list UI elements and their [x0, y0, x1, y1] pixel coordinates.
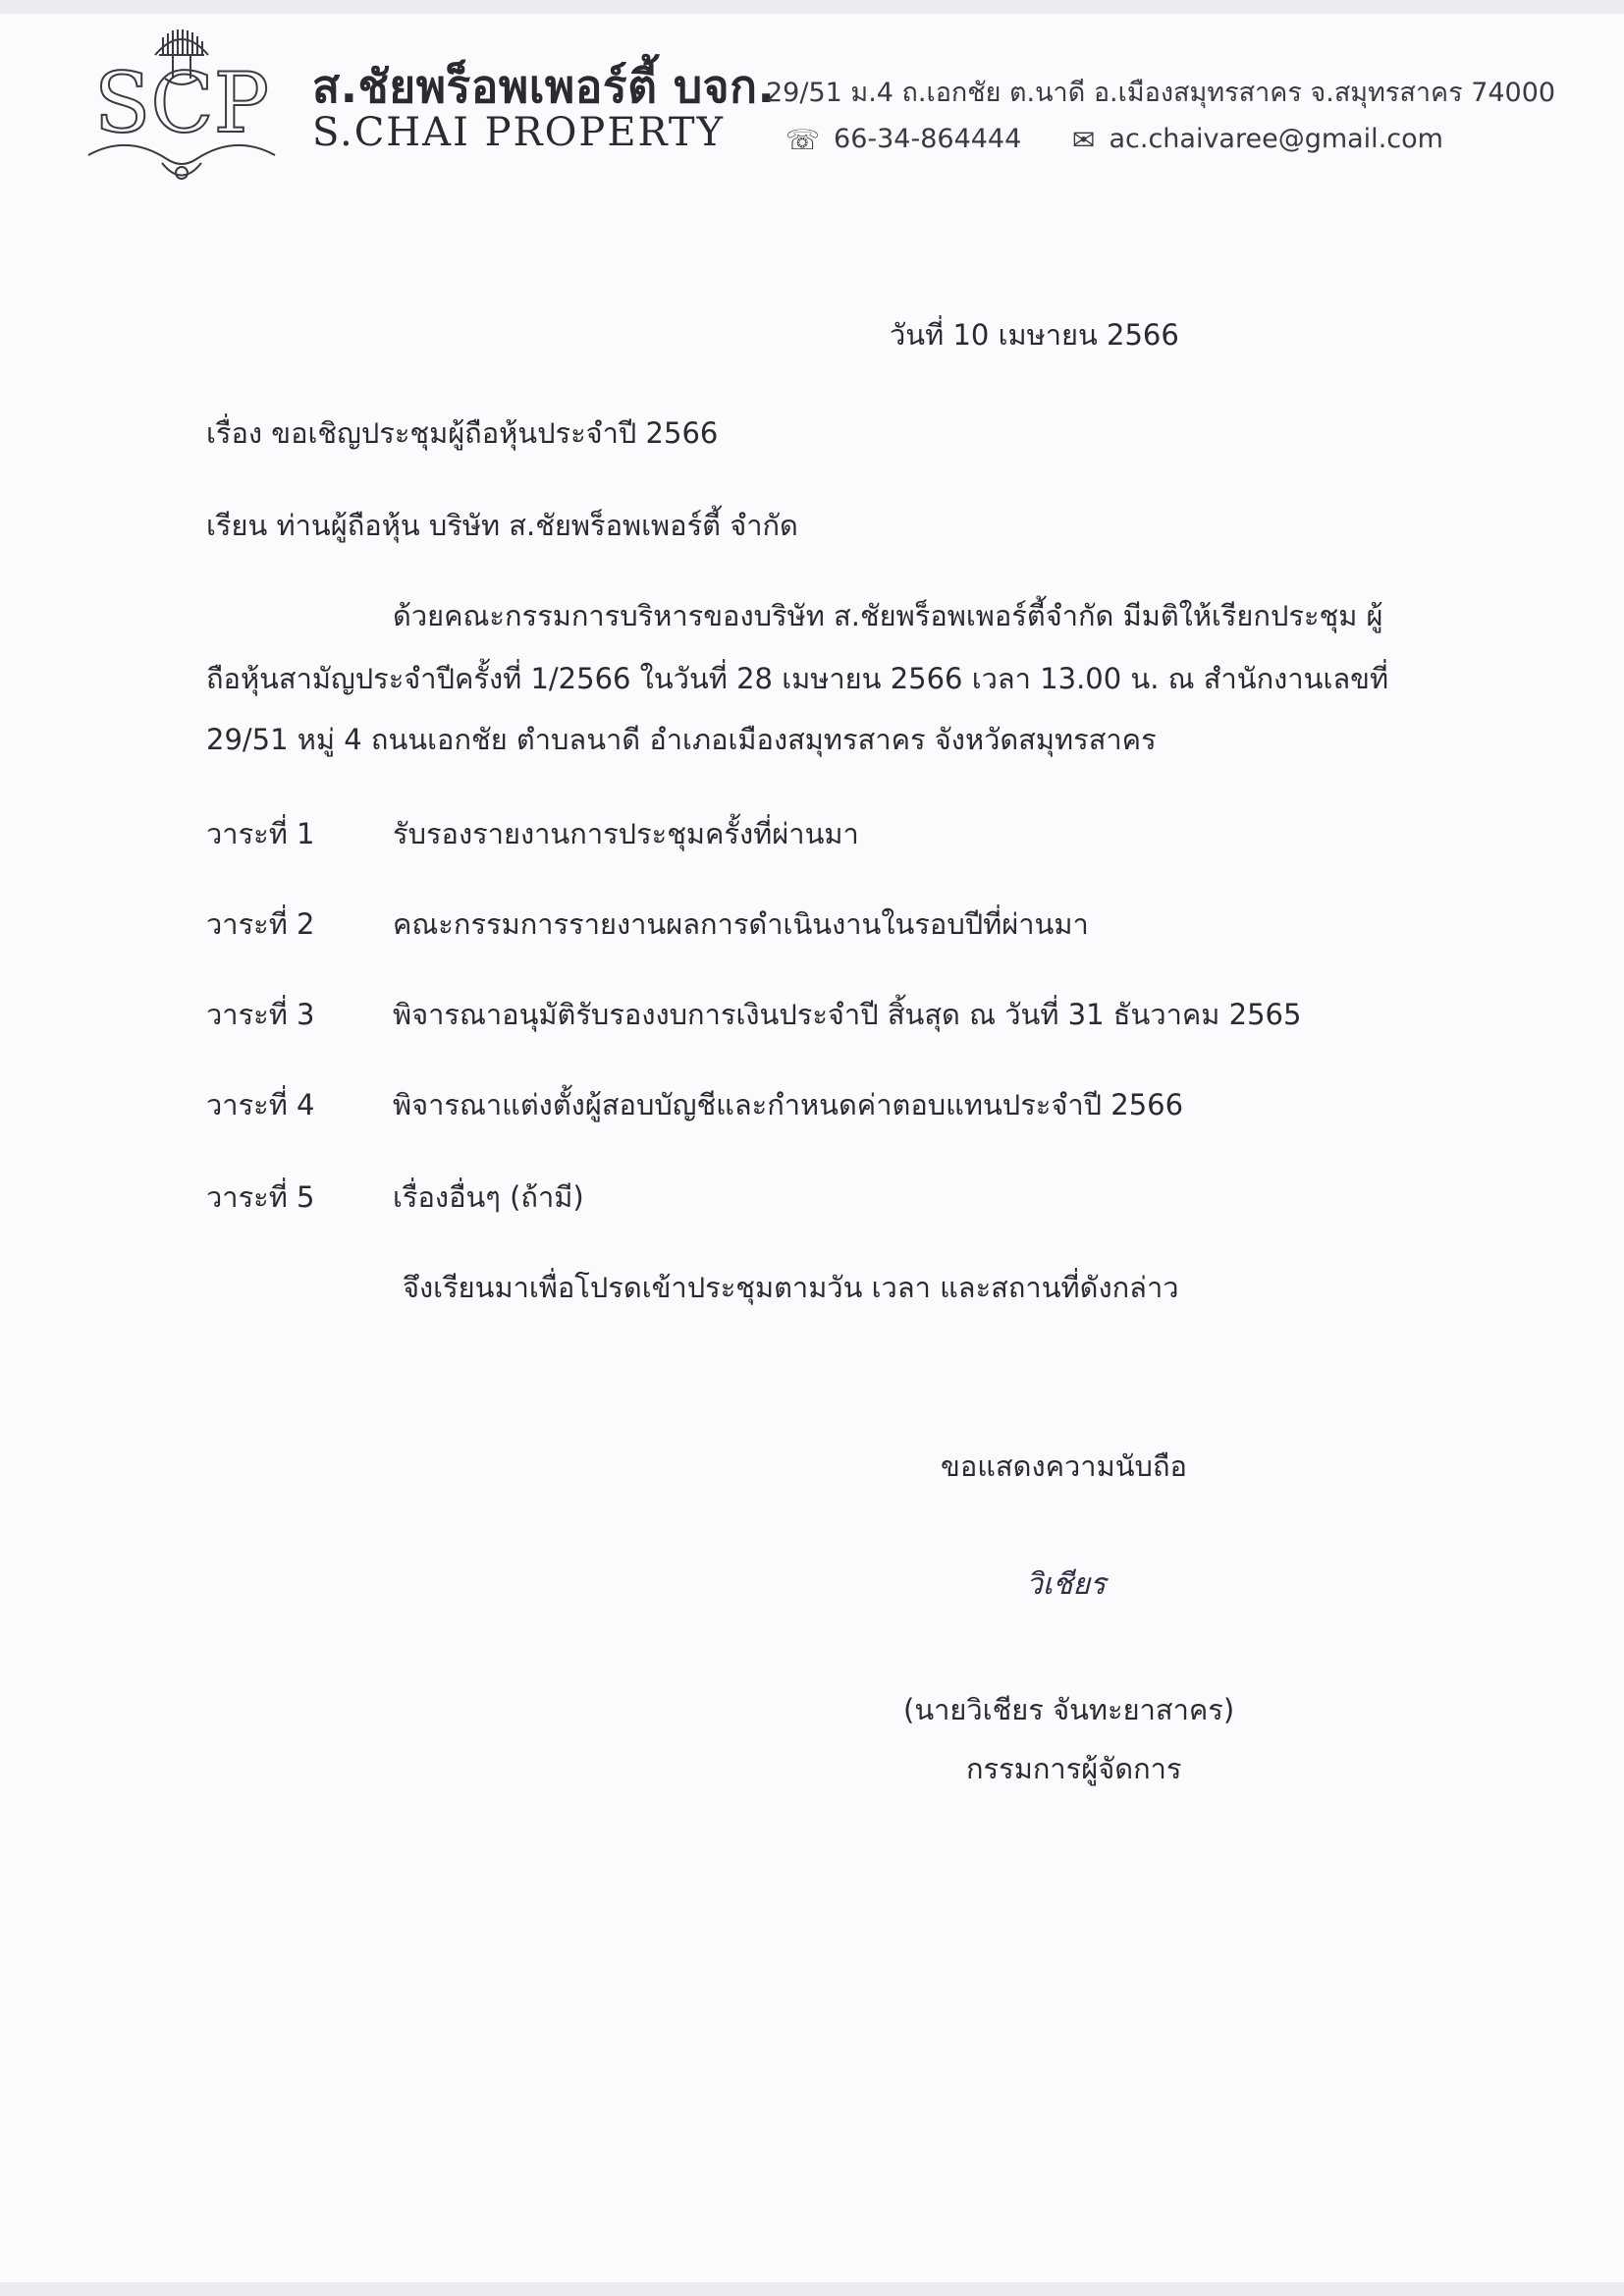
company-name-th: ส.ชัยพร็อพเพอร์ตี้ บจก. [312, 60, 776, 113]
agenda-text: เรื่องอื่นๆ (ถ้ามี) [393, 1180, 584, 1214]
agenda-item [206, 1082, 1183, 1127]
company-name-en: S.CHAI PROPERTY [312, 110, 726, 155]
signer-name: (นายวิเชียร จันทะยาสาคร) [903, 1693, 1235, 1726]
agenda-text: รับรองรายงานการประชุมครั้งที่ผ่านมา [393, 817, 859, 850]
contact-email [1072, 124, 1443, 156]
paragraph-line: ถือหุ้นสามัญประจำปีครั้งที่ 1/2566 ในวันที่ 28 เมษายน 2566 เวลา 13.00 น. ณ สำนักงานเลขที่ [206, 662, 1389, 695]
phone-icon: ☏ [785, 124, 821, 156]
agenda-label: วาระที่ 4 [206, 1088, 315, 1121]
phone-number: 66-34-864444 [834, 124, 1022, 154]
letter-salutation: เรียน ท่านผู้ถือหุ้น บริษัท ส.ชัยพร็อพเพอร์ตี้ จำกัด [206, 509, 798, 542]
agenda-item [206, 1175, 584, 1220]
company-address: 29/51 ม.4 ถ.เอกชัย ต.นาดี อ.เมืองสมุทรสาคร จ.สมุทรสาคร 74000 [766, 78, 1556, 108]
agenda-text: พิจารณาอนุมัติรับรองงบการเงินประจำปี สิ้นสุด ณ วันที่ 31 ธันวาคม 2565 [393, 998, 1302, 1031]
scp-logo [69, 16, 295, 192]
email-address: ac.chaivaree@gmail.com [1109, 124, 1443, 154]
paragraph-line: 29/51 หมู่ 4 ถนนเอกชัย ตำบลนาดี อำเภอเมืองสมุทรสาคร จังหวัดสมุทรสาคร [206, 723, 1157, 756]
agenda-label: วาระที่ 3 [206, 998, 315, 1031]
agenda-text: คณะกรรมการรายงานผลการดำเนินงานในรอบปีที่ผ่านมา [393, 907, 1089, 941]
signer-title: กรรมการผู้จัดการ [966, 1752, 1182, 1785]
agenda-text: พิจารณาแต่งตั้งผู้สอบบัญชีและกำหนดค่าตอบแทนประจำปี 2566 [393, 1088, 1184, 1121]
agenda-item [206, 811, 859, 856]
agenda-label: วาระที่ 5 [206, 1180, 315, 1214]
scan-edge-top [0, 0, 1624, 14]
contact-phone [785, 124, 1021, 156]
letter-closing: จึงเรียนมาเพื่อโปรดเข้าประชุมตามวัน เวลา และสถานที่ดังกล่าว [403, 1271, 1179, 1304]
agenda-item [206, 992, 1301, 1037]
agenda-label: วาระที่ 1 [206, 817, 315, 850]
logo-monogram: SCP [93, 55, 270, 151]
agenda-label: วาระที่ 2 [206, 907, 315, 941]
letter-subject: เรื่อง ขอเชิญประชุมผู้ถือหุ้นประจำปี 2566 [206, 416, 719, 450]
letter-date: วันที่ 10 เมษายน 2566 [890, 318, 1179, 352]
paragraph-line: ด้วยคณะกรรมการบริหารของบริษัท ส.ชัยพร็อพเพอร์ตี้จำกัด มีมติให้เรียกประชุม ผู้ [393, 599, 1383, 632]
envelope-icon: ✉ [1072, 124, 1096, 156]
agenda-item [206, 902, 1089, 947]
handwritten-signature: วิเชียร [1026, 1567, 1107, 1602]
letter-regards: ขอแสดงความนับถือ [941, 1449, 1187, 1483]
scan-edge-bottom [0, 2282, 1624, 2296]
